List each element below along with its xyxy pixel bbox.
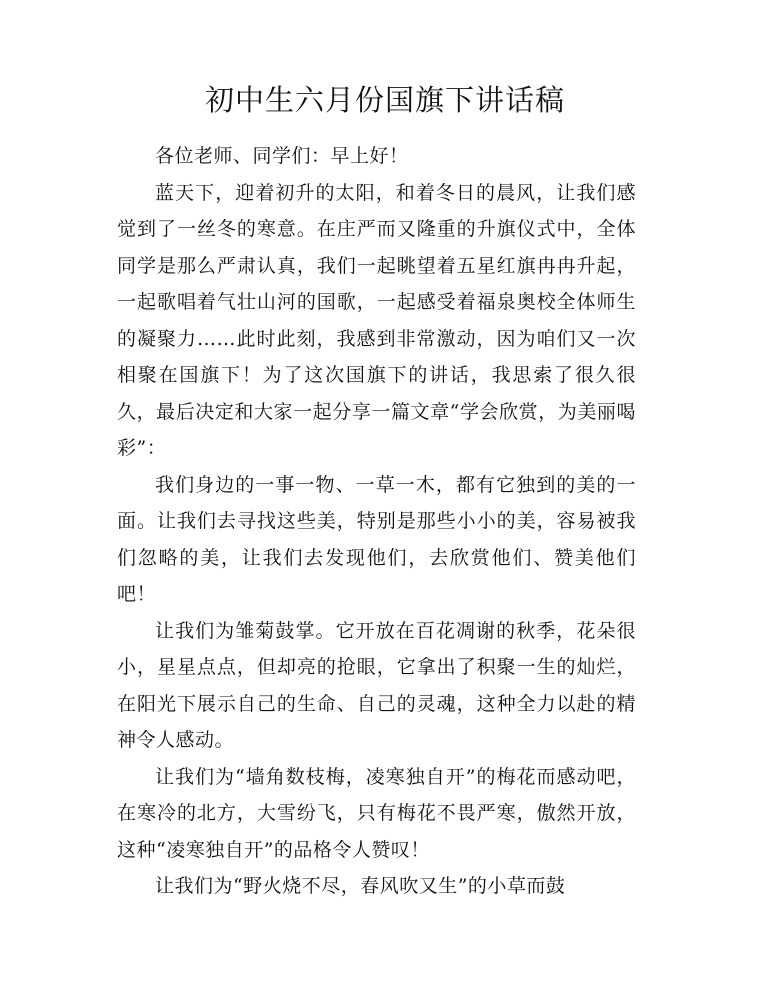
body-paragraph: 让我们为“墙角数枝梅，凌寒独自开”的梅花而感动吧，在寒冷的北方，大雪纷飞，只有梅花不畏严寒，傲然开放，这种“凌寒独自开”的品格令人赞叹！	[117, 765, 636, 861]
document-body	[117, 138, 636, 905]
body-paragraph: 我们身边的一事一物、一草一木，都有它独到的美的一面。让我们去寻找这些美，特别是那些小小的美，容易被我们忽略的美，让我们去发现他们，去欣赏他们、赞美他们吧！	[117, 473, 636, 605]
body-paragraph: 让我们为“野火烧不尽，春风吹又生”的小草而鼓	[155, 875, 566, 897]
body-paragraph: 蓝天下，迎着初升的太阳，和着冬日的晨风，让我们感觉到了一丝冬的寒意。在庄严而又隆重的升旗仪式中，全体同学是那么严肃认真，我们一起眺望着五星红旗冉冉升起，一起歌唱着气壮山河的国歌，一起感受着福泉奥校全体师生的凝聚力……此时此刻，我感到非常激动，因为咱们又一次相聚在国旗下！为了这次国旗下的讲话，我思索了很久很久，最后决定和大家一起分享一篇文章“学会欣赏，为美丽喝彩”：	[117, 181, 636, 459]
document-title: 初中生六月份国旗下讲话稿	[204, 83, 565, 117]
body-paragraph: 让我们为雏菊鼓掌。它开放在百花凋谢的秋季，花朵很小，星星点点，但却亮的抢眼，它拿出了积聚一生的灿烂，在阳光下展示自己的生命、自己的灵魂，这种全力以赴的精神令人感动。	[117, 619, 636, 751]
greeting-paragraph: 各位老师、同学们：早上好！	[155, 145, 409, 167]
